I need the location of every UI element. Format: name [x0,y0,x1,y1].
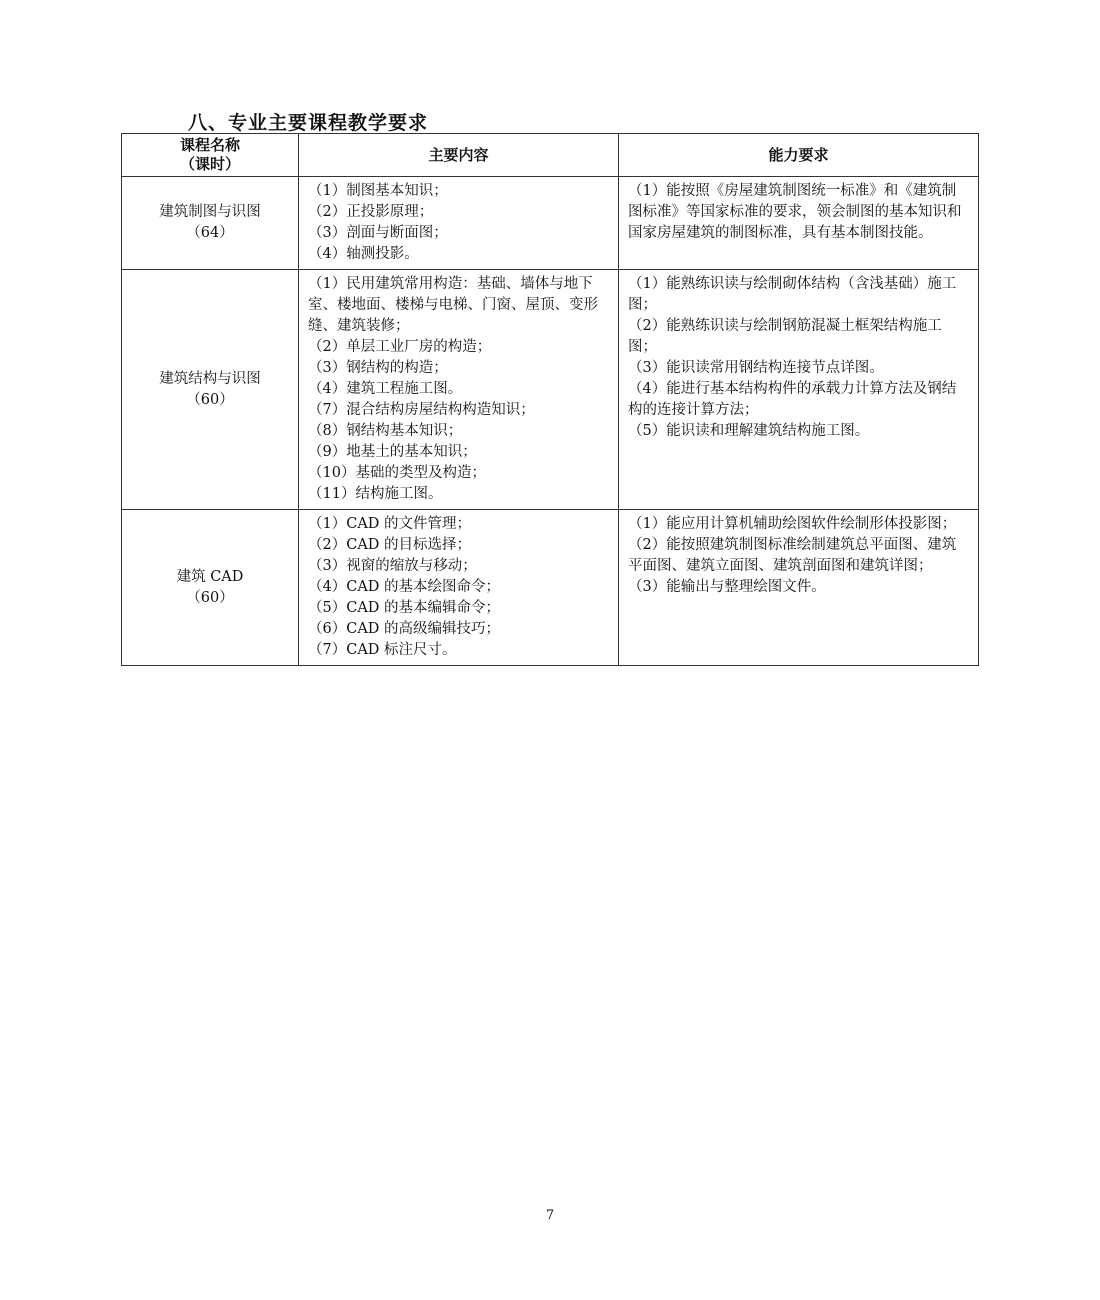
ability-cell [619,270,979,510]
course-name-cell [122,270,299,510]
content-item: （11）结构施工图。 [308,486,443,502]
content-item: （4）CAD 的基本绘图命令； [308,579,501,595]
main-content-cell [299,510,619,666]
section-title: 八、专业主要课程教学要求 [188,112,429,134]
content-item: （10）基础的类型及构造； [308,465,486,481]
page-number: 7 [545,1208,555,1223]
course-name-cell [122,177,299,270]
ability-item: （1）能按照《房屋建筑制图统一标准》和《建筑制图标准》等国家标准的要求，领会制图的基本知识和国家房屋建筑的制图标准，具有基本制图技能。 [628,183,962,241]
table-header-row [122,134,979,177]
table-row [122,270,979,510]
content-item: （3）钢结构的构造； [308,360,448,376]
content-item: （6）CAD 的高级编辑技巧； [308,621,501,637]
header-course-name-label: 课程名称 [179,136,240,154]
content-item: （7）CAD 标注尺寸。 [308,642,457,658]
content-item: （1）CAD 的文件管理； [308,516,472,532]
ability-item: （2）能按照建筑制图标准绘制建筑总平面图、建筑平面图、建筑立面图、建筑剖面图和建筑详图； [628,537,957,574]
course-hours: （60） [186,589,234,606]
course-hours: （60） [186,391,234,408]
content-item: （2）CAD 的目标选择； [308,537,472,553]
ability-item: （5）能识读和理解建筑结构施工图。 [628,423,870,439]
content-item: （2）正投影原理； [308,204,434,220]
table-row [122,177,979,270]
table-row [122,510,979,666]
content-item: （3）剖面与断面图； [308,225,448,241]
content-item: （9）地基土的基本知识； [308,444,477,460]
ability-item: （1）能熟练识读与绘制砌体结构（含浅基础）施工图； [628,276,957,313]
ability-item: （4）能进行基本结构构件的承载力计算方法及钢结构的连接计算方法； [628,381,957,418]
content-item: （3）视窗的缩放与移动； [308,558,477,574]
content-item: （1）制图基本知识； [308,183,448,199]
course-name: 建筑制图与识图 [159,204,261,220]
header-course-hours-label: （课时） [179,155,240,173]
ability-item: （1）能应用计算机辅助绘图软件绘制形体投影图； [628,516,957,532]
course-hours: （64） [186,225,234,241]
content-item: （1）民用建筑常用构造：基础、墙体与地下室、楼地面、楼梯与电梯、门窗、屋顶、变形缝、建筑装修； [308,276,598,334]
ability-cell [619,177,979,270]
content-item: （4）轴测投影。 [308,246,419,262]
header-main-content: 主要内容 [299,134,619,177]
course-requirements-table [121,133,979,666]
content-item: （7）混合结构房屋结构构造知识； [308,402,535,418]
course-name: 建筑 CAD [176,568,244,585]
header-course-name [122,134,299,177]
main-content-cell [299,270,619,510]
content-item: （8）钢结构基本知识； [308,423,463,439]
content-item: （2）单层工业厂房的构造； [308,339,492,355]
content-item: （5）CAD 的基本编辑命令； [308,600,501,616]
header-ability-requirements: 能力要求 [619,134,979,177]
ability-item: （2）能熟练识读与绘制钢筋混凝土框架结构施工图； [628,318,942,355]
ability-item: （3）能输出与整理绘图文件。 [628,579,826,595]
ability-cell [619,510,979,666]
course-name-cell [122,510,299,666]
content-item: （4）建筑工程施工图。 [308,381,463,397]
ability-item: （3）能识读常用钢结构连接节点详图。 [628,360,884,376]
main-content-cell [299,177,619,270]
course-name: 建筑结构与识图 [159,370,261,387]
